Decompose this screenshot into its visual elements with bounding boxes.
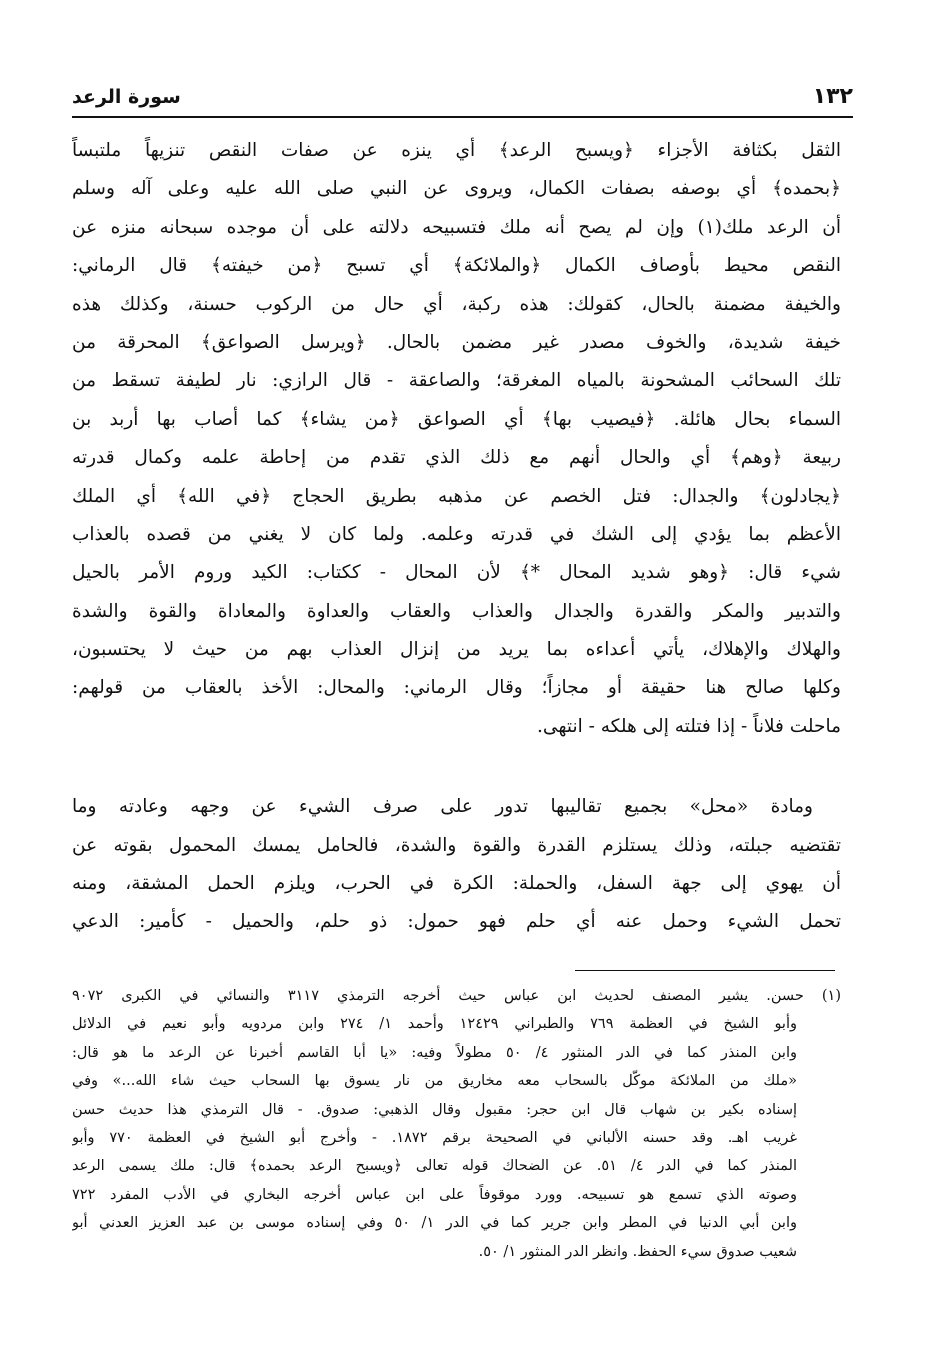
- text-line: ﴿بحمده﴾ أي بوصفه بصفات الكمال، ويروى عن النبي صلى الله عليه وعلى آله وسلم: [72, 178, 841, 200]
- footnote-line: (١) حسن. يشير المصنف لحديث ابن عباس حيث أخرجه الترمذي ٣١١٧ والنسائي في الكبرى ٩٠٧٢: [72, 988, 841, 1004]
- footnote-line: وابن المنذر كما في الدر المنثور ٤/ ٥٠ مطولاً وفيه: «يا أبا القاسم أخبرنا عن الرعد ما هو قال:: [72, 1044, 797, 1061]
- text-line: أن يهوي إلى جهة السفل، والحملة: الكرة في الحرب، ويلزم الحمل المشقة، ومنه: [72, 873, 841, 895]
- text-line: تحمل الشيء وحمل عنه أي حلم فهو حمول: ذو حلم، والحميل - كأمير: الدعي: [72, 911, 841, 933]
- text-line: وكلها صالح هنا حقيقة أو مجازاً؛ وقال الرماني: والمحال: الأخذ بالعقاب من قولهم:: [72, 677, 841, 699]
- footnote-line: وابن أبي الدنيا في المطر وابن جرير كما في الدر ١/ ٥٠ وفي إسناده موسى بن عبد العزيز العدني أبو: [72, 1215, 797, 1232]
- paragraph-gap: [72, 746, 841, 788]
- footnote-line: إسناده بكير بن شهاب قال ابن حجر: مقبول وقال الذهبي: صدوق. - قال الترمذي هذا حديث حسن: [72, 1101, 797, 1118]
- footnote-line: شعيب صدوق سيء الحفظ. وانظر الدر المنثور ١/ ٥٠.: [478, 1243, 797, 1260]
- text-line: أن الرعد ملك(١) وإن لم يصح أنه ملك فتسبيحه دلالته على أن موجده سبحانه منزه عن: [72, 216, 841, 238]
- text-line: السماء بحال هائلة. ﴿فيصيب بها﴾ أي الصواعق ﴿من يشاء﴾ كما أصاب بها أربد بن: [72, 408, 841, 430]
- text-line: ربيعة ﴿وهم﴾ أي والحال أنهم مع ذلك الذي تقدم من إحاطة علمه وكمال قدرته: [72, 447, 841, 469]
- footnote-line: غريب اهـ. وقد حسنه الألباني في الصحيحة برقم ١٨٧٢. - وأخرج أبو الشيخ في العظمة ٧٧٠ وأبو: [72, 1129, 797, 1146]
- footnote-line: المنذر كما في الدر ٤/ ٥١. عن الضحاك قوله تعالى ﴿ويسبح الرعد بحمده﴾ قال: ملك يسمى الرعد: [72, 1158, 797, 1175]
- text-line: النقص محيط بأوصاف الكمال ﴿والملائكة﴾ أي تسبح ﴿من خيفته﴾ قال الرماني:: [72, 255, 841, 277]
- running-title: سورة الرعد: [72, 86, 181, 108]
- text-line: شيء قال: ﴿وهو شديد المحال *﴾ لأن المحال - ككتاب: الكيد وروم الأمر بالحيل: [72, 562, 841, 584]
- main-text: [72, 132, 841, 942]
- text-line: والهلاك والإهلاك، يأتي أعداءه بما يريد من إنزال العذاب بهم من حيث لا يحتسبون،: [72, 639, 841, 661]
- text-line: تلك السحائب المشحونة بالمياه المغرقة؛ والصاعقة - قال الرازي: نار لطيفة تسقط من: [72, 370, 841, 392]
- text-line: الثقل بكثافة الأجزاء ﴿ويسبح الرعد﴾ أي ينزه عن صفات النقص تنزيهاً ملتبساً: [72, 140, 841, 161]
- page-header: [72, 84, 853, 114]
- text-line: ومادة «محل» بجميع تقاليبها تدور على صرف الشيء عن وجهه وعادته وما: [72, 796, 813, 818]
- text-line: تقتضيه جبلته، وذلك يستلزم القدرة والقوة والشدة، فالحامل يمسك المحمول بقوته عن: [72, 834, 841, 856]
- footnote-divider: [575, 970, 835, 971]
- footnote-line: «ملك من الملائكة موكّل بالسحاب معه مخاريق من نار يسوق بها السحاب حيث شاء الله...» وفي: [72, 1073, 797, 1090]
- text-line: خيفة شديدة، والخوف مصدر غير مضمن بالحال. ﴿ويرسل الصواعق﴾ المحرقة من: [72, 331, 841, 353]
- footnote-line: وأبو الشيخ في العظمة ٧٦٩ والطبراني ١٢٤٢٩ وأحمد ١/ ٢٧٤ وابن مردويه وأبو نعيم في الدلائل: [72, 1016, 797, 1033]
- text-line: والخيفة مضمنة بالحال، كقولك: هذه ركبة، أي حال من الركوب حسنة، وكذلك هذه: [72, 293, 841, 315]
- text-line: الأعظم بما يؤدي إلى الشك في قدرته وعلمه. ولما كان لا يغني من قصده بالعذاب: [72, 523, 841, 545]
- footnotes: [72, 982, 841, 1266]
- text-line: ماحلت فلاناً - إذا فتلته إلى هلكه - انتهى.: [537, 715, 841, 737]
- footnote-line: وصوته الذي تسمع هو تسبيحه. وورد موقوفاً على ابن عباس أخرجه البخاري في الأدب المفرد ٧٢٢: [72, 1186, 797, 1203]
- header-divider: [72, 116, 853, 118]
- text-line: والتدبير والمكر والقدرة والجدال والعذاب والعقاب والعداوة والمعاداة والقوة والشدة: [72, 600, 841, 622]
- text-line: ﴿يجادلون﴾ والجدال: فتل الخصم عن مذهبه بطريق الحجاج ﴿في الله﴾ أي الملك: [72, 485, 841, 507]
- page-number: ١٣٢: [812, 84, 853, 109]
